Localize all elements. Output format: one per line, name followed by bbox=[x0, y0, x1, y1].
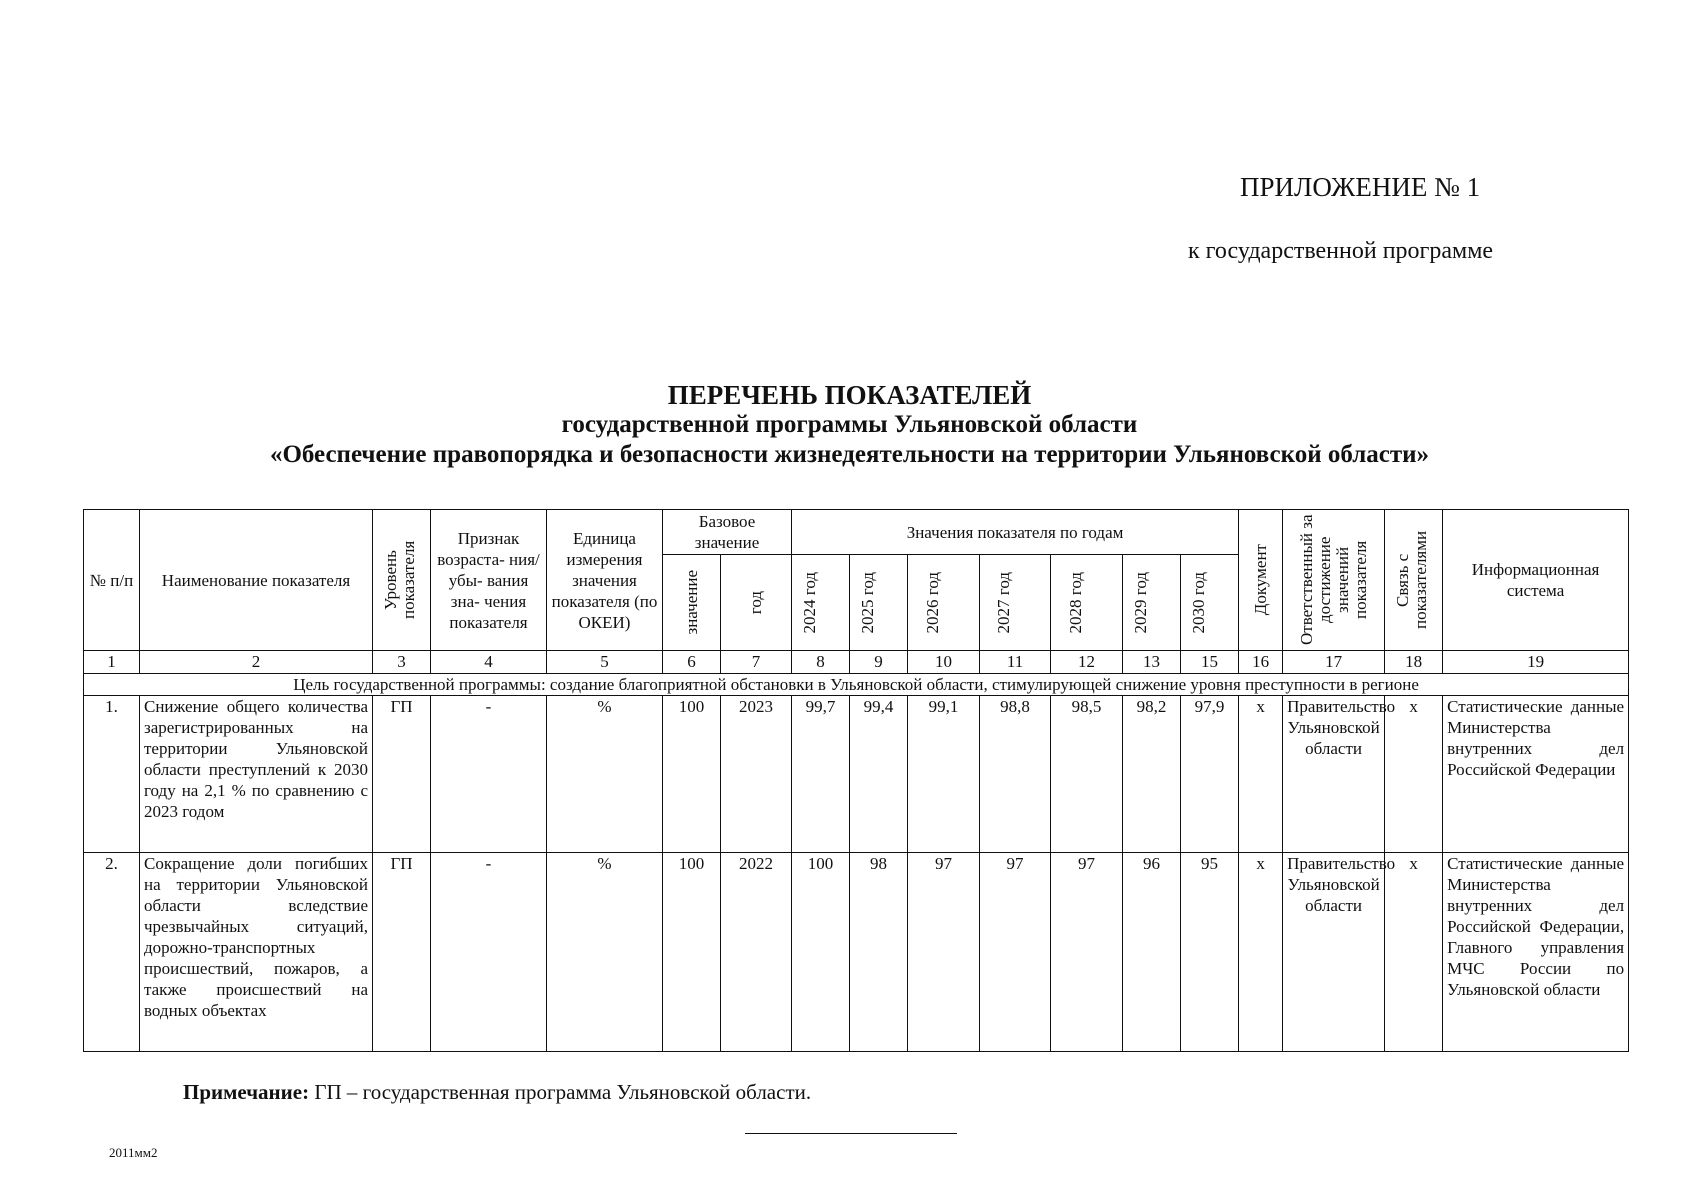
link-cell: х bbox=[1385, 853, 1443, 1052]
value-2029: 98,2 bbox=[1123, 696, 1181, 853]
base-year: 2022 bbox=[721, 853, 792, 1052]
header-year-text: 2029 год bbox=[1130, 571, 1150, 634]
value-2029: 96 bbox=[1123, 853, 1181, 1052]
col-number: 6 bbox=[663, 651, 721, 674]
value-2028: 98,5 bbox=[1051, 696, 1123, 853]
header-num: № п/п bbox=[84, 510, 140, 651]
col-number: 19 bbox=[1443, 651, 1629, 674]
link-cell: х bbox=[1385, 696, 1443, 853]
col-number: 10 bbox=[908, 651, 980, 674]
col-number: 2 bbox=[140, 651, 373, 674]
col-number: 15 bbox=[1181, 651, 1239, 674]
indicator-name: Снижение общего количества зарегистрированных на территории Ульяновской области преступлений к 2030 году на 2,1 % по сравнению с 2023 годом bbox=[140, 696, 373, 853]
header-responsible-text: Ответственный за достижение значений показателя bbox=[1296, 514, 1370, 646]
header-name: Наименование показателя bbox=[140, 510, 373, 651]
header-year-2029 bbox=[1123, 555, 1181, 651]
col-number: 5 bbox=[547, 651, 663, 674]
header-year-2026 bbox=[908, 555, 980, 651]
footnote bbox=[183, 1080, 811, 1105]
col-number: 16 bbox=[1239, 651, 1283, 674]
col-number: 17 bbox=[1283, 651, 1385, 674]
col-number: 18 bbox=[1385, 651, 1443, 674]
indicator-unit: % bbox=[547, 853, 663, 1052]
header-year-text: 2026 год bbox=[922, 571, 942, 634]
col-number: 12 bbox=[1051, 651, 1123, 674]
info-system-cell: Статистические данные Министерства внутренних дел Российской Федерации bbox=[1443, 696, 1629, 853]
document-code: 2011мм2 bbox=[109, 1145, 158, 1160]
indicator-name: Сокращение доли погибших на территории Ульяновской области вследствие чрезвычайных ситуаций, дорожно-транспортных происшествий, пожаров, а также происшествий на водных объектах bbox=[140, 853, 373, 1052]
header-document bbox=[1239, 510, 1283, 651]
header-base-value-text: значение bbox=[681, 570, 701, 635]
col-number: 11 bbox=[980, 651, 1051, 674]
indicator-trend: - bbox=[431, 696, 547, 853]
base-year: 2023 bbox=[721, 696, 792, 853]
heading-line-2: государственной программы Ульяновской области bbox=[561, 411, 1138, 438]
col-number: 7 bbox=[721, 651, 792, 674]
header-link bbox=[1385, 510, 1443, 651]
value-2025: 98 bbox=[850, 853, 908, 1052]
row-num: 2. bbox=[84, 853, 140, 1052]
value-2025: 99,4 bbox=[850, 696, 908, 853]
header-base-value bbox=[663, 555, 721, 651]
col-number: 1 bbox=[84, 651, 140, 674]
annex-subtitle: к государственной программе bbox=[1188, 238, 1494, 264]
responsible-cell: Правительство Ульяновской области bbox=[1283, 696, 1385, 853]
responsible-cell: Правительство Ульяновской области bbox=[1283, 853, 1385, 1052]
header-year-2024 bbox=[792, 555, 850, 651]
header-year-text: 2025 год bbox=[857, 571, 877, 634]
header-years-group: Значения показателя по годам bbox=[792, 510, 1239, 555]
header-year-2030 bbox=[1181, 555, 1239, 651]
indicator-trend: - bbox=[431, 853, 547, 1052]
heading-line-3: «Обеспечение правопорядка и безопасности жизнедеятельности на территории Ульяновской области» bbox=[269, 441, 1430, 468]
header-base-year bbox=[721, 555, 792, 651]
header-year-2028 bbox=[1051, 555, 1123, 651]
header-level bbox=[373, 510, 431, 651]
col-number: 4 bbox=[431, 651, 547, 674]
indicators-table bbox=[83, 509, 1629, 1052]
value-2030: 95 bbox=[1181, 853, 1239, 1052]
header-year-text: 2024 год bbox=[799, 571, 819, 634]
separator-line bbox=[745, 1133, 957, 1134]
col-number: 3 bbox=[373, 651, 431, 674]
header-base: Базовое значение bbox=[663, 510, 792, 555]
annex-title: ПРИЛОЖЕНИЕ № 1 bbox=[1240, 172, 1481, 202]
header-base-year-text: год bbox=[746, 591, 765, 615]
document-cell: х bbox=[1239, 696, 1283, 853]
header-year-text: 2027 год bbox=[994, 571, 1014, 634]
row-num: 1. bbox=[84, 696, 140, 853]
value-2027: 98,8 bbox=[980, 696, 1051, 853]
indicator-level: ГП bbox=[373, 696, 431, 853]
col-number: 8 bbox=[792, 651, 850, 674]
header-level-text: Уровень показателя bbox=[380, 540, 418, 620]
indicator-unit: % bbox=[547, 696, 663, 853]
value-2030: 97,9 bbox=[1181, 696, 1239, 853]
goal-row bbox=[84, 674, 1629, 696]
value-2026: 99,1 bbox=[908, 696, 980, 853]
info-system-cell: Статистические данные Министерства внутренних дел Российской Федерации, Главного управления МЧС России по Ульяновской области bbox=[1443, 853, 1629, 1052]
footnote-label: Примечание: bbox=[183, 1080, 310, 1104]
table-row bbox=[84, 696, 1629, 853]
document-cell: х bbox=[1239, 853, 1283, 1052]
header-document-text: Документ bbox=[1250, 544, 1270, 616]
heading-line-1: ПЕРЕЧЕНЬ ПОКАЗАТЕЛЕЙ bbox=[667, 380, 1032, 410]
value-2027: 97 bbox=[980, 853, 1051, 1052]
document-heading bbox=[0, 380, 1699, 470]
column-numbers-row bbox=[84, 651, 1629, 674]
header-year-2025 bbox=[850, 555, 908, 651]
col-number: 13 bbox=[1123, 651, 1181, 674]
base-value: 100 bbox=[663, 853, 721, 1052]
header-responsible bbox=[1283, 510, 1385, 651]
header-unit: Единица измерения значения показателя (по ОКЕИ) bbox=[547, 510, 663, 651]
footnote-text: ГП – государственная программа Ульяновской области. bbox=[309, 1080, 812, 1104]
table-row bbox=[84, 853, 1629, 1052]
header-trend: Признак возраста- ния/ убы- вания зна- чения показателя bbox=[431, 510, 547, 651]
value-2024: 99,7 bbox=[792, 696, 850, 853]
value-2028: 97 bbox=[1051, 853, 1123, 1052]
value-2026: 97 bbox=[908, 853, 980, 1052]
header-year-2027 bbox=[980, 555, 1051, 651]
indicator-level: ГП bbox=[373, 853, 431, 1052]
base-value: 100 bbox=[663, 696, 721, 853]
col-number: 9 bbox=[850, 651, 908, 674]
goal-text: Цель государственной программы: создание благоприятной обстановки в Ульяновской области, стимулирующей снижение уровня преступности в регионе bbox=[84, 674, 1629, 696]
header-year-text: 2030 год bbox=[1188, 571, 1208, 634]
header-link-text: Связь с показателями bbox=[1392, 530, 1430, 630]
header-year-text: 2028 год bbox=[1065, 571, 1085, 634]
header-info-system: Информационная система bbox=[1443, 510, 1629, 651]
value-2024: 100 bbox=[792, 853, 850, 1052]
